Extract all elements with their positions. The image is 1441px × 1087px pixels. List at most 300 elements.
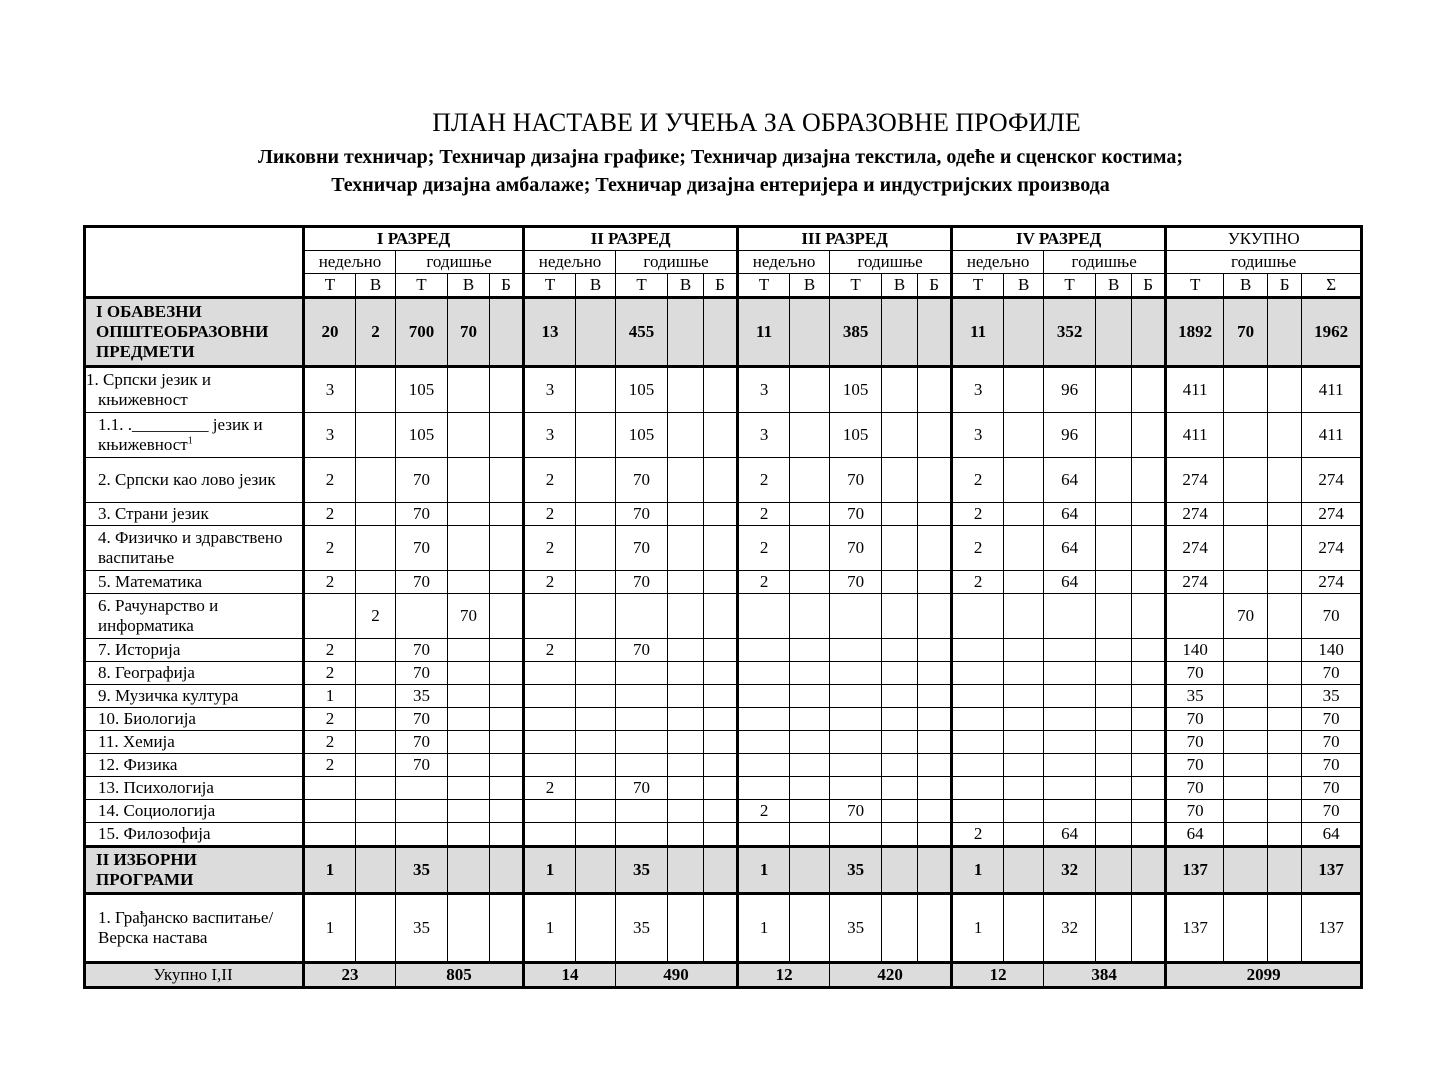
header-grade-3: III РАЗРЕД — [738, 227, 952, 251]
value-cell — [448, 847, 490, 894]
header-row-grades — [85, 227, 1362, 251]
header-corner-cell — [85, 227, 304, 298]
value-cell: 1 — [304, 847, 356, 894]
value-cell — [396, 594, 448, 639]
value-cell — [1268, 777, 1302, 800]
value-cell — [952, 594, 1004, 639]
value-cell — [1096, 823, 1132, 847]
value-cell — [616, 731, 668, 754]
value-cell — [1044, 662, 1096, 685]
section-row — [85, 298, 1362, 367]
value-cell — [1096, 847, 1132, 894]
value-cell — [448, 823, 490, 847]
subject-name: 7. Историја — [85, 639, 304, 662]
header-yearly: годишње — [616, 251, 738, 274]
value-cell — [704, 847, 738, 894]
value-cell: 1 — [952, 847, 1004, 894]
value-cell — [1004, 594, 1044, 639]
value-cell — [1004, 298, 1044, 367]
value-cell — [576, 662, 616, 685]
value-cell: 11 — [738, 298, 790, 367]
value-cell — [918, 754, 952, 777]
value-cell — [738, 594, 790, 639]
value-cell — [952, 708, 1004, 731]
value-cell: 70 — [616, 503, 668, 526]
value-cell — [616, 685, 668, 708]
value-cell — [790, 823, 830, 847]
value-cell — [1224, 458, 1268, 503]
value-cell: 2 — [738, 526, 790, 571]
value-cell: 2 — [738, 800, 790, 823]
value-cell — [576, 847, 616, 894]
value-cell — [1132, 298, 1166, 367]
value-cell: 20 — [304, 298, 356, 367]
value-cell: 3 — [738, 413, 790, 458]
value-cell — [882, 639, 918, 662]
value-cell — [1132, 413, 1166, 458]
value-cell — [356, 847, 396, 894]
value-cell — [918, 298, 952, 367]
value-cell — [790, 367, 830, 413]
header-grade-4: IV РАЗРЕД — [952, 227, 1166, 251]
value-cell: 3 — [524, 367, 576, 413]
subject-name: 8. Географија — [85, 662, 304, 685]
value-cell: 137 — [1302, 847, 1362, 894]
value-cell: 70 — [396, 754, 448, 777]
value-cell — [918, 685, 952, 708]
value-cell — [1096, 777, 1132, 800]
value-cell: 411 — [1302, 367, 1362, 413]
value-cell — [1004, 662, 1044, 685]
value-cell: 70 — [1302, 731, 1362, 754]
value-cell — [524, 594, 576, 639]
value-cell — [1268, 458, 1302, 503]
value-cell: 70 — [616, 458, 668, 503]
subject-name: 9. Музичка култура — [85, 685, 304, 708]
subject-row — [85, 594, 1362, 639]
value-cell — [704, 526, 738, 571]
value-cell — [1132, 503, 1166, 526]
value-cell — [668, 458, 704, 503]
value-cell — [882, 800, 918, 823]
column-header-cell: Б — [704, 274, 738, 298]
value-cell: 3 — [524, 413, 576, 458]
value-cell: 35 — [1166, 685, 1224, 708]
value-cell — [882, 823, 918, 847]
value-cell — [356, 367, 396, 413]
value-cell — [576, 823, 616, 847]
value-cell — [738, 754, 790, 777]
value-cell — [882, 594, 918, 639]
value-cell — [738, 708, 790, 731]
value-cell: 1962 — [1302, 298, 1362, 367]
value-cell — [576, 458, 616, 503]
value-cell — [490, 594, 524, 639]
value-cell — [616, 708, 668, 731]
value-cell — [490, 503, 524, 526]
column-header-cell: В — [882, 274, 918, 298]
value-cell — [1004, 413, 1044, 458]
value-cell — [448, 731, 490, 754]
value-cell — [704, 298, 738, 367]
total-row — [85, 963, 1362, 988]
value-cell — [1004, 503, 1044, 526]
value-cell: 411 — [1166, 367, 1224, 413]
value-cell: 70 — [1166, 731, 1224, 754]
value-cell: 411 — [1302, 413, 1362, 458]
value-cell — [790, 731, 830, 754]
value-cell — [790, 639, 830, 662]
value-cell — [1004, 571, 1044, 594]
value-cell — [356, 894, 396, 963]
value-cell — [1044, 800, 1096, 823]
header-grade-2: II РАЗРЕД — [524, 227, 738, 251]
value-cell — [918, 800, 952, 823]
value-cell — [668, 571, 704, 594]
page-title — [0, 108, 1441, 138]
subject-row — [85, 639, 1362, 662]
value-cell: 70 — [830, 503, 882, 526]
subject-name: 12. Физика — [85, 754, 304, 777]
value-cell: 35 — [616, 894, 668, 963]
value-cell — [830, 731, 882, 754]
value-cell — [668, 594, 704, 639]
value-cell — [1268, 413, 1302, 458]
value-cell — [1268, 847, 1302, 894]
value-cell: 70 — [616, 571, 668, 594]
value-cell: 3 — [304, 413, 356, 458]
value-cell — [668, 526, 704, 571]
value-cell — [448, 367, 490, 413]
value-cell — [1132, 754, 1166, 777]
value-cell — [356, 800, 396, 823]
value-cell — [1268, 594, 1302, 639]
value-cell — [704, 639, 738, 662]
value-cell — [668, 800, 704, 823]
value-cell: 2 — [304, 526, 356, 571]
column-header-cell: Б — [1132, 274, 1166, 298]
value-cell — [1132, 367, 1166, 413]
column-header-cell: В — [356, 274, 396, 298]
value-cell — [918, 639, 952, 662]
value-cell — [882, 894, 918, 963]
value-cell — [396, 823, 448, 847]
value-cell — [738, 823, 790, 847]
value-cell — [304, 800, 356, 823]
value-cell — [918, 777, 952, 800]
value-cell: 2 — [356, 298, 396, 367]
value-cell: 70 — [396, 731, 448, 754]
value-cell: 70 — [616, 526, 668, 571]
value-cell: 2 — [952, 503, 1004, 526]
total-value-cell: 805 — [396, 963, 524, 988]
value-cell — [1096, 708, 1132, 731]
value-cell: 70 — [1166, 800, 1224, 823]
value-cell: 35 — [830, 894, 882, 963]
value-cell — [668, 754, 704, 777]
value-cell — [1224, 708, 1268, 731]
value-cell — [790, 571, 830, 594]
value-cell — [952, 754, 1004, 777]
value-cell: 2 — [304, 458, 356, 503]
value-cell: 96 — [1044, 413, 1096, 458]
value-cell: 105 — [396, 413, 448, 458]
value-cell — [448, 685, 490, 708]
total-value-cell: 2099 — [1166, 963, 1362, 988]
value-cell — [668, 894, 704, 963]
value-cell — [1004, 754, 1044, 777]
total-value-cell: 420 — [830, 963, 952, 988]
value-cell — [448, 639, 490, 662]
value-cell — [1224, 639, 1268, 662]
value-cell — [1096, 367, 1132, 413]
value-cell — [490, 458, 524, 503]
value-cell — [356, 662, 396, 685]
header-yearly: годишње — [396, 251, 524, 274]
value-cell — [882, 847, 918, 894]
value-cell — [1132, 731, 1166, 754]
value-cell — [1096, 571, 1132, 594]
value-cell — [490, 662, 524, 685]
subject-name: 2. Српски као лово језик — [85, 458, 304, 503]
value-cell: 2 — [304, 639, 356, 662]
value-cell — [882, 662, 918, 685]
value-cell — [790, 754, 830, 777]
column-header-cell: В — [576, 274, 616, 298]
value-cell: 35 — [396, 685, 448, 708]
value-cell — [1096, 413, 1132, 458]
value-cell — [1004, 367, 1044, 413]
value-cell — [704, 594, 738, 639]
value-cell — [668, 823, 704, 847]
value-cell — [790, 847, 830, 894]
value-cell — [918, 731, 952, 754]
total-value-cell: 12 — [738, 963, 830, 988]
value-cell — [1132, 823, 1166, 847]
subject-row — [85, 503, 1362, 526]
column-header-cell: В — [790, 274, 830, 298]
value-cell — [1224, 800, 1268, 823]
value-cell — [790, 708, 830, 731]
value-cell — [576, 503, 616, 526]
value-cell — [448, 800, 490, 823]
value-cell — [1044, 754, 1096, 777]
value-cell — [668, 639, 704, 662]
value-cell: 1 — [304, 685, 356, 708]
value-cell — [576, 731, 616, 754]
value-cell — [790, 458, 830, 503]
subject-row — [85, 777, 1362, 800]
value-cell — [704, 662, 738, 685]
value-cell: 64 — [1044, 503, 1096, 526]
value-cell — [790, 526, 830, 571]
column-header-cell: В — [668, 274, 704, 298]
value-cell: 70 — [396, 639, 448, 662]
value-cell: 70 — [830, 458, 882, 503]
value-cell: 70 — [1166, 662, 1224, 685]
value-cell: 70 — [1302, 662, 1362, 685]
value-cell — [396, 777, 448, 800]
value-cell: 274 — [1302, 503, 1362, 526]
value-cell — [668, 367, 704, 413]
column-header-cell: Т — [524, 274, 576, 298]
value-cell — [1132, 777, 1166, 800]
subject-row — [85, 367, 1362, 413]
value-cell — [1044, 639, 1096, 662]
value-cell — [448, 413, 490, 458]
value-cell — [1224, 503, 1268, 526]
value-cell — [1004, 847, 1044, 894]
value-cell: 2 — [304, 731, 356, 754]
header-weekly: недељно — [952, 251, 1044, 274]
total-value-cell: 490 — [616, 963, 738, 988]
value-cell — [448, 662, 490, 685]
page-title-text: ПЛАН НАСТАВЕ И УЧЕЊА ЗА ОБРАЗОВНЕ ПРОФИЛЕ — [432, 108, 1081, 137]
value-cell — [1044, 708, 1096, 731]
value-cell: 2 — [356, 594, 396, 639]
value-cell — [952, 731, 1004, 754]
value-cell: 1 — [738, 894, 790, 963]
value-cell — [952, 662, 1004, 685]
header-weekly: недељно — [738, 251, 830, 274]
value-cell: 64 — [1166, 823, 1224, 847]
value-cell: 35 — [396, 847, 448, 894]
value-cell — [704, 708, 738, 731]
value-cell — [356, 777, 396, 800]
profiles-subtitle-line-2: Техничар дизајна амбалаже; Техничар дизајна ентеријера и индустријских производа — [331, 174, 1110, 196]
subject-name: 13. Психологија — [85, 777, 304, 800]
value-cell — [1096, 639, 1132, 662]
value-cell: 1 — [304, 894, 356, 963]
value-cell — [490, 894, 524, 963]
value-cell: 274 — [1166, 458, 1224, 503]
value-cell — [918, 847, 952, 894]
value-cell — [882, 777, 918, 800]
value-cell — [1224, 823, 1268, 847]
value-cell — [1224, 754, 1268, 777]
value-cell — [524, 731, 576, 754]
value-cell: 2 — [304, 754, 356, 777]
value-cell — [616, 594, 668, 639]
value-cell: 64 — [1044, 823, 1096, 847]
value-cell — [1132, 662, 1166, 685]
value-cell: 274 — [1302, 458, 1362, 503]
value-cell — [576, 413, 616, 458]
value-cell — [576, 800, 616, 823]
column-header-cell: В — [1004, 274, 1044, 298]
value-cell — [1004, 526, 1044, 571]
value-cell: 3 — [952, 367, 1004, 413]
value-cell — [1004, 685, 1044, 708]
value-cell — [704, 458, 738, 503]
subject-row — [85, 685, 1362, 708]
value-cell: 70 — [448, 594, 490, 639]
value-cell — [790, 894, 830, 963]
value-cell: 70 — [830, 800, 882, 823]
value-cell: 35 — [1302, 685, 1362, 708]
value-cell: 64 — [1302, 823, 1362, 847]
value-cell — [1224, 413, 1268, 458]
value-cell — [790, 594, 830, 639]
value-cell — [668, 731, 704, 754]
value-cell — [490, 685, 524, 708]
value-cell: 70 — [1224, 298, 1268, 367]
value-cell: 70 — [396, 662, 448, 685]
value-cell — [1224, 367, 1268, 413]
value-cell — [396, 800, 448, 823]
value-cell: 13 — [524, 298, 576, 367]
value-cell — [490, 777, 524, 800]
value-cell — [918, 526, 952, 571]
value-cell: 64 — [1044, 571, 1096, 594]
column-header-cell: Т — [396, 274, 448, 298]
value-cell — [356, 413, 396, 458]
value-cell: 64 — [1044, 526, 1096, 571]
value-cell — [918, 708, 952, 731]
value-cell — [704, 413, 738, 458]
column-header-cell: Т — [952, 274, 1004, 298]
column-header-cell: Σ — [1302, 274, 1362, 298]
value-cell — [1268, 298, 1302, 367]
header-weekly: недељно — [304, 251, 396, 274]
value-cell — [1268, 639, 1302, 662]
value-cell — [704, 731, 738, 754]
value-cell — [790, 413, 830, 458]
value-cell — [1004, 458, 1044, 503]
value-cell — [616, 754, 668, 777]
value-cell — [356, 731, 396, 754]
value-cell: 70 — [1302, 800, 1362, 823]
value-cell — [616, 800, 668, 823]
value-cell — [1268, 731, 1302, 754]
value-cell: 70 — [616, 639, 668, 662]
value-cell — [1132, 685, 1166, 708]
value-cell — [576, 571, 616, 594]
value-cell — [1224, 894, 1268, 963]
value-cell: 2 — [524, 571, 576, 594]
value-cell — [576, 708, 616, 731]
value-cell — [790, 298, 830, 367]
value-cell — [524, 685, 576, 708]
value-cell: 64 — [1044, 458, 1096, 503]
value-cell: 70 — [1302, 708, 1362, 731]
curriculum-table — [83, 225, 1363, 989]
value-cell: 105 — [830, 367, 882, 413]
value-cell — [1132, 526, 1166, 571]
value-cell — [790, 777, 830, 800]
header-yearly: годишње — [1044, 251, 1166, 274]
value-cell — [490, 367, 524, 413]
value-cell — [1224, 685, 1268, 708]
value-cell — [1096, 458, 1132, 503]
value-cell: 140 — [1302, 639, 1362, 662]
value-cell — [1268, 754, 1302, 777]
value-cell — [918, 594, 952, 639]
value-cell — [576, 894, 616, 963]
value-cell — [490, 571, 524, 594]
subject-row — [85, 754, 1362, 777]
value-cell: 2 — [952, 571, 1004, 594]
value-cell: 137 — [1302, 894, 1362, 963]
value-cell — [882, 731, 918, 754]
value-cell: 274 — [1166, 571, 1224, 594]
header-yearly: годишње — [830, 251, 952, 274]
value-cell — [1224, 526, 1268, 571]
value-cell — [1096, 503, 1132, 526]
value-cell: 455 — [616, 298, 668, 367]
value-cell — [576, 526, 616, 571]
value-cell: 3 — [952, 413, 1004, 458]
